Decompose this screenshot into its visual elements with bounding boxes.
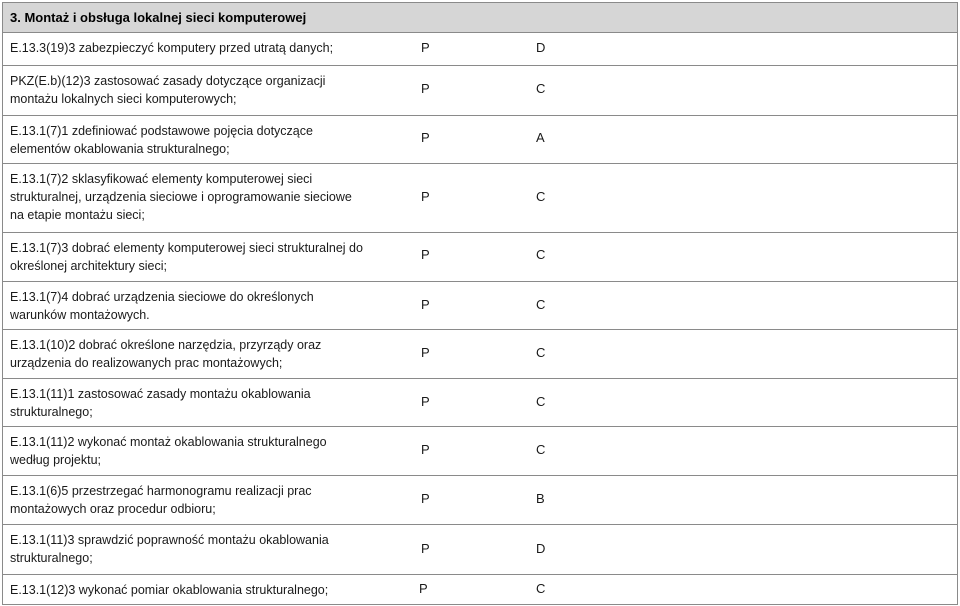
table-row: [2, 233, 958, 282]
row-category: P: [421, 130, 430, 145]
row-level: B: [536, 491, 545, 506]
table-row: [2, 164, 958, 233]
row-level: C: [536, 394, 546, 409]
row-category: P: [421, 40, 430, 55]
row-level: C: [536, 442, 546, 457]
outcomes-table: [2, 2, 958, 605]
table-row: [2, 476, 958, 525]
row-category: P: [421, 297, 430, 312]
table-row: [2, 282, 958, 330]
section-title: 3. Montaż i obsługa lokalnej sieci komputerowej: [10, 10, 307, 25]
table-row: [2, 116, 958, 164]
table-row: [2, 525, 958, 575]
row-text: E.13.1(10)2 dobrać określone narzędzia, przyrządy oraz urządzenia do realizowanych prac montażowych;: [10, 338, 322, 370]
row-category: P: [421, 81, 430, 96]
row-category: P: [421, 394, 430, 409]
row-text: E.13.1(11)3 sprawdzić poprawność montażu okablowania strukturalnego;: [10, 533, 329, 565]
row-level: C: [536, 189, 546, 204]
table-row: [2, 379, 958, 427]
row-level: D: [536, 40, 546, 55]
table-row: [2, 66, 958, 116]
row-text: E.13.1(11)2 wykonać montaż okablowania strukturalnego według projektu;: [10, 435, 327, 467]
table-row: [2, 33, 958, 66]
row-level: C: [536, 247, 546, 262]
table-row: [2, 427, 958, 476]
row-text: E.13.1(11)1 zastosować zasady montażu okablowania strukturalnego;: [10, 387, 311, 419]
row-category: P: [421, 247, 430, 262]
row-level: A: [536, 130, 545, 145]
section-header: [2, 2, 958, 33]
row-level: C: [536, 345, 546, 360]
row-category: P: [421, 345, 430, 360]
row-text: E.13.1(7)2 sklasyfikować elementy komputerowej sieci strukturalnej, urządzenia sieciowe i oprogramowanie sieciowe na etapie montażu sieci;: [10, 172, 352, 222]
row-text: PKZ(E.b)(12)3 zastosować zasady dotyczące organizacji montażu lokalnych sieci komputerowych;: [10, 74, 326, 106]
row-text: E.13.1(6)5 przestrzegać harmonogramu realizacji prac montażowych oraz procedur odbioru;: [10, 484, 312, 516]
row-text: E.13.1(7)1 zdefiniować podstawowe pojęcia dotyczące elementów okablowania strukturalnego;: [10, 124, 313, 156]
row-category: P: [421, 491, 430, 506]
row-category: P: [421, 541, 430, 556]
row-category: P: [419, 581, 428, 596]
table-row: [2, 575, 958, 605]
row-level: C: [536, 81, 546, 96]
row-level: C: [536, 297, 546, 312]
row-text: E.13.1(7)3 dobrać elementy komputerowej sieci strukturalnej do określonej architektury sieci;: [10, 241, 363, 273]
row-text: E.13.3(19)3 zabezpieczyć komputery przed utratą danych;: [10, 41, 334, 55]
row-level: C: [536, 581, 546, 596]
table-row: [2, 330, 958, 379]
row-category: P: [421, 442, 430, 457]
row-text: E.13.1(12)3 wykonać pomiar okablowania strukturalnego;: [10, 583, 329, 597]
row-level: D: [536, 541, 546, 556]
row-text: E.13.1(7)4 dobrać urządzenia sieciowe do określonych warunków montażowych.: [10, 290, 314, 322]
row-category: P: [421, 189, 430, 204]
